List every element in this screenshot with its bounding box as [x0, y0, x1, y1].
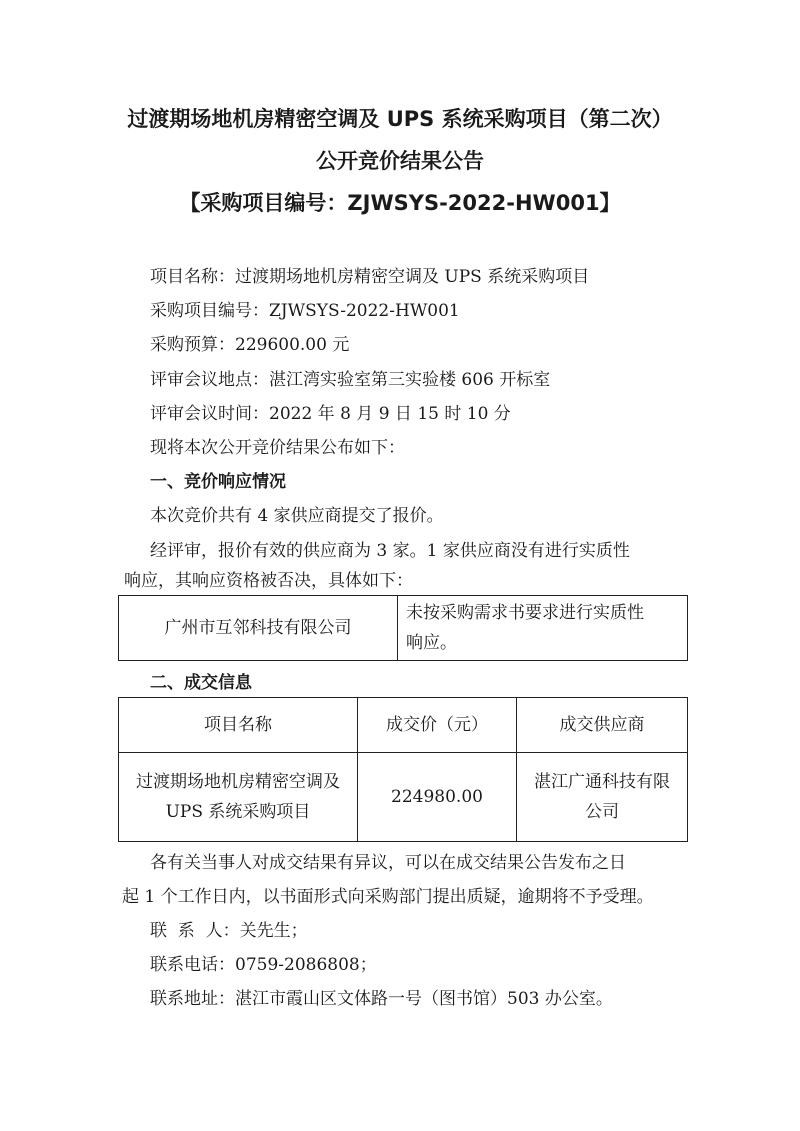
header-project-name: 项目名称 — [119, 698, 358, 753]
award-price: 224980.00 — [358, 753, 517, 842]
document-subtitle: 公开竞价结果公告 — [316, 149, 484, 173]
award-supplier — [517, 753, 688, 842]
award-project-name — [119, 753, 358, 842]
contact-person: 联 系 人：关先生； — [150, 921, 308, 941]
rejection-reason-line2: 响应。 — [406, 633, 457, 653]
meeting-time: 评审会议时间：2022 年 8 月 9 日 15 时 10 分 — [150, 404, 511, 424]
award-supplier-line2: 公司 — [585, 802, 619, 822]
bid-count-text: 本次竞价共有 4 家供应商提交了报价。 — [150, 506, 444, 526]
evaluation-text-line1: 经评审，报价有效的供应商为 3 家。1 家供应商没有进行实质性 — [150, 541, 630, 561]
rejected-supplier-table — [118, 595, 688, 661]
section1-heading: 一、竞价响应情况 — [150, 472, 286, 492]
rejection-reason — [398, 596, 688, 661]
meeting-location: 评审会议地点：湛江湾实验室第三实验楼 606 开标室 — [150, 370, 551, 390]
award-project-line2: UPS 系统采购项目 — [165, 802, 311, 822]
objection-text-line2: 起 1 个工作日内，以书面形式向采购部门提出质疑，逾期将不予受理。 — [122, 887, 654, 907]
award-supplier-line1: 湛江广通科技有限 — [534, 772, 670, 792]
rejection-reason-line1: 未按采购需求书要求进行实质性 — [406, 603, 644, 623]
header-price: 成交价（元） — [358, 698, 517, 753]
table-header-row — [119, 698, 688, 753]
contact-phone: 联系电话：0759-2086808； — [150, 955, 377, 975]
award-table — [118, 697, 688, 842]
table-row — [119, 753, 688, 842]
rejected-supplier-name: 广州市互邻科技有限公司 — [119, 596, 398, 661]
table-row — [119, 596, 688, 661]
project-name: 项目名称：过渡期场地机房精密空调及 UPS 系统采购项目 — [150, 267, 590, 287]
project-number: 采购项目编号：ZJWSYS-2022-HW001 — [150, 301, 460, 321]
project-code-title: 【采购项目编号：ZJWSYS-2022-HW001】 — [179, 191, 621, 215]
intro-text: 现将本次公开竞价结果公布如下： — [150, 438, 405, 458]
award-project-line1: 过渡期场地机房精密空调及 — [136, 772, 340, 792]
evaluation-text-line2: 响应，其响应资格被否决，具体如下： — [124, 571, 413, 591]
contact-address: 联系地址：湛江市霞山区文体路一号（图书馆）503 办公室。 — [150, 989, 613, 1009]
document-title: 过渡期场地机房精密空调及 UPS 系统采购项目（第二次） — [127, 107, 673, 131]
budget: 采购预算：229600.00 元 — [150, 335, 350, 355]
objection-text-line1: 各有关当事人对成交结果有异议，可以在成交结果公告发布之日 — [150, 853, 626, 873]
section2-heading: 二、成交信息 — [150, 673, 252, 693]
header-supplier: 成交供应商 — [517, 698, 688, 753]
